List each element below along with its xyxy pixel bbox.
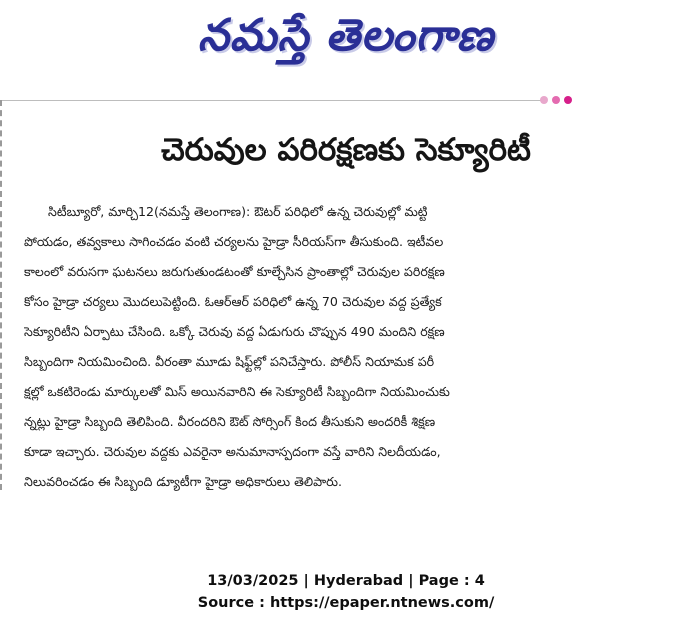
article-line: క్షల్లో ఒకటిరెండు మార్కులతో మిస్ అయినవారిని ఈ సెక్యూరిటీ సిబ్బందిగా నియమించుకు [24, 384, 450, 399]
article-line: సిటీబ్యూరో, మార్చి12(నమస్తే తెలంగాణ): ఔటర్ పరిధిలో ఉన్న చెరువుల్లో మట్టి [48, 204, 428, 219]
article-line: నిలువరించడం ఈ సిబ్బంది డ్యూటీగా హైడ్రా అధికారులు తెలిపారు. [24, 474, 342, 489]
clipping-footer [0, 570, 692, 614]
article-line: కాలంలో వరుసగా ఘటనలు జరుగుతుండటంతో కూల్చేసిన ప్రాంతాల్లో చెరువుల పరిరక్షణ [24, 264, 445, 279]
article-line: కోసం హైడ్రా చర్యలు మొదలుపెట్టింది. ఓఆర్‌ఆర్ పరిధిలో ఉన్న 70 చెరువుల వద్ద ప్రత్యేక [24, 294, 442, 309]
article-line: సిబ్బందిగా నియమించింది. వీరంతా మూడు షిఫ్ట్‌ల్లో పనిచేస్తారు. పోలీస్ నియామక పరీ [24, 354, 435, 369]
clipping-top-border [2, 100, 542, 101]
source-link[interactable]: Source : https://epaper.ntnews.com/ [197, 595, 495, 611]
edition-info: 13/03/2025 | Hyderabad | Page : 4 [207, 573, 485, 589]
article-line: పోయడం, తవ్వకాలు సాగించడం వంటి చర్యలను హైడ్రా సీరియస్‌గా తీసుకుంది. ఇటీవల [24, 234, 444, 249]
newspaper-masthead [0, 0, 692, 75]
article-headline: చెరువుల పరిరక్షణకు సెక్యూరిటీ [161, 132, 531, 168]
decor-dot [552, 96, 560, 104]
decorative-dots [540, 94, 580, 106]
article-line: న్నట్లు హైడ్రా సిబ్బంది తెలిపింది. వీరందరిని ఔట్ సోర్సింగ్ కింద తీసుకుని అందరికీ శిక్షణ [24, 414, 436, 429]
article-body [24, 197, 650, 497]
article-line: సెక్యూరిటీని ఏర్పాటు చేసింది. ఒక్కో చెరువు వద్ద ఏడుగురు చొప్పున 490 మందిని రక్షణ [24, 324, 445, 339]
decor-dot [564, 96, 572, 104]
article-line: కూడా ఇచ్చారు. చెరువుల వద్దకు ఎవరైనా అనుమానాస్పదంగా వస్తే వారిని నిలదీయడం, [24, 444, 441, 459]
decor-dot [540, 96, 548, 104]
masthead-logo: నమస్తే తెలంగాణ [197, 10, 495, 61]
